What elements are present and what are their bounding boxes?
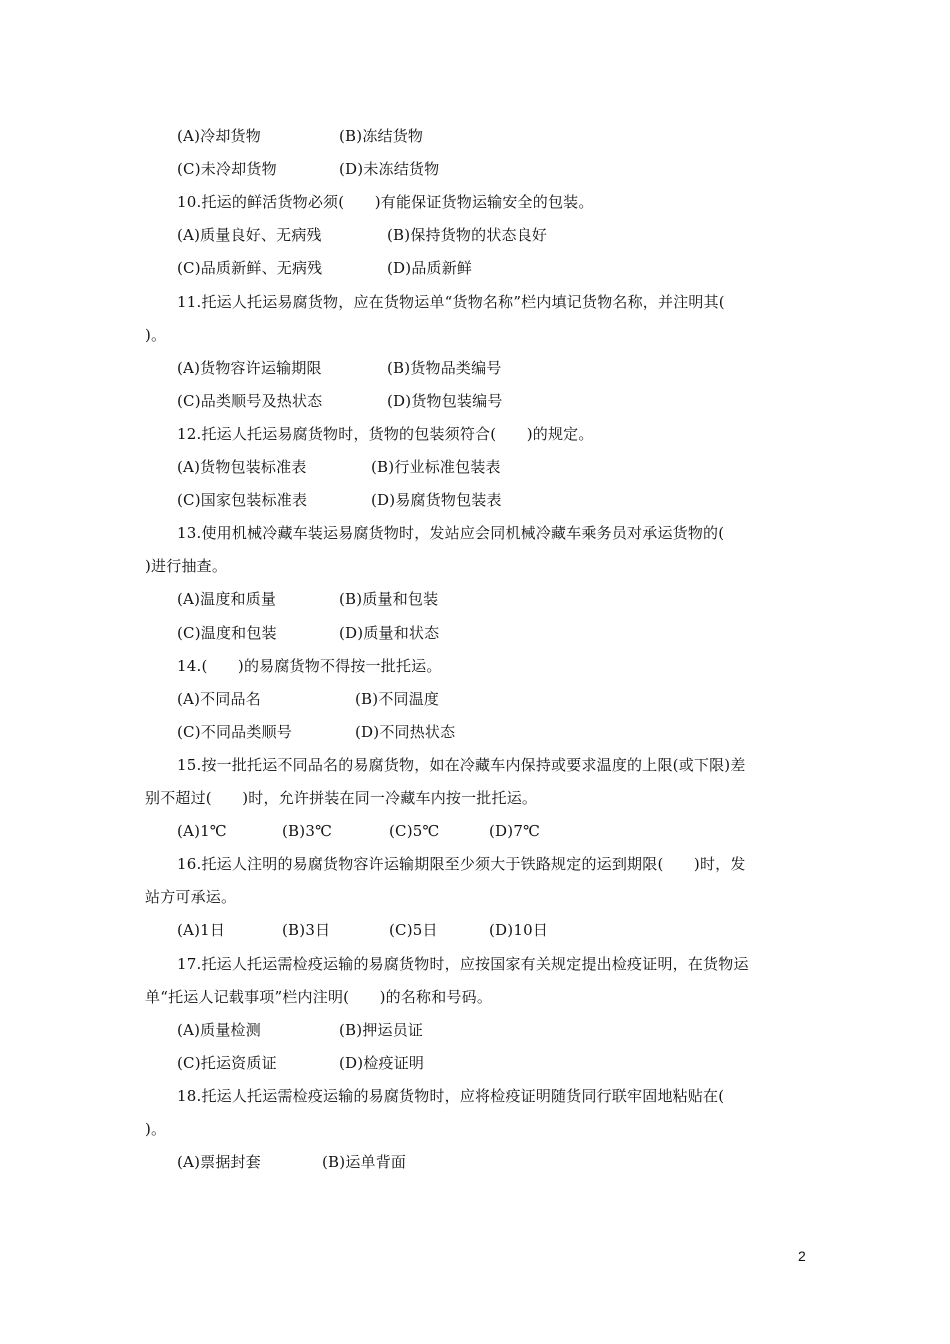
question-continuation: 单“托运人记载事项”栏内注明( )的名称和号码。 — [145, 988, 493, 1006]
option-b: (D)易腐货物包装表 — [371, 491, 502, 509]
question-stem: 12.托运人托运易腐货物时，货物的包装须符合( )的规定。 — [177, 425, 594, 443]
option-a: (A)质量检测 — [177, 1021, 261, 1039]
option-b: (B)运单背面 — [322, 1153, 407, 1171]
option-b: (B)质量和包装 — [339, 590, 439, 608]
option-b: (B)押运员证 — [339, 1021, 424, 1039]
question-continuation: )进行抽查。 — [145, 557, 228, 575]
option-a: (A)1℃ — [177, 822, 227, 840]
option-b: (D)不同热状态 — [355, 723, 456, 741]
option-b: (B)冻结货物 — [339, 127, 424, 145]
option-a: (A)质量良好、无病残 — [177, 226, 322, 244]
option-b: (B)3日 — [282, 921, 331, 939]
option-b: (B)保持货物的状态良好 — [387, 226, 548, 244]
option-a: (A)票据封套 — [177, 1153, 261, 1171]
option-b: (D)检疫证明 — [339, 1054, 425, 1072]
option-b: (B)货物品类编号 — [387, 359, 502, 377]
option-b: (B)不同温度 — [355, 690, 440, 708]
question-continuation: 别不超过( )时，允许拼装在同一冷藏车内按一批托运。 — [145, 789, 538, 807]
option-b: (D)品质新鲜 — [387, 259, 473, 277]
option-a: (A)货物包装标准表 — [177, 458, 307, 476]
question-stem: 16.托运人注明的易腐货物容许运输期限至少须大于铁路规定的运到期限( )时，发 — [177, 855, 746, 873]
option-b: (D)质量和状态 — [339, 624, 440, 642]
option-a: (C)未冷却货物 — [177, 160, 277, 178]
question-stem: 10.托运的鲜活货物必须( )有能保证货物运输安全的包装。 — [177, 193, 594, 211]
question-stem: 15.按一批托运不同品名的易腐货物，如在冷藏车内保持或要求温度的上限(或下限)差 — [177, 756, 746, 774]
option-d: (D)7℃ — [489, 822, 541, 840]
option-b: (B)3℃ — [282, 822, 333, 840]
option-b: (D)货物包装编号 — [387, 392, 503, 410]
question-stem: 14.( )的易腐货物不得按一批托运。 — [177, 657, 442, 675]
option-a: (C)温度和包装 — [177, 624, 277, 642]
page-number: 2 — [798, 1248, 806, 1264]
question-continuation: )。 — [145, 1120, 167, 1138]
option-a: (C)品类顺号及热状态 — [177, 392, 323, 410]
question-stem: 18.托运人托运需检疫运输的易腐货物时，应将检疫证明随货同行联牢固地粘贴在( — [177, 1087, 725, 1105]
question-stem: 11.托运人托运易腐货物，应在货物运单“货物名称”栏内填记货物名称，并注明其( — [177, 293, 725, 311]
question-continuation: 站方可承运。 — [145, 888, 237, 906]
option-a: (A)不同品名 — [177, 690, 261, 708]
option-d: (D)10日 — [489, 921, 549, 939]
option-a: (C)不同品类顺号 — [177, 723, 292, 741]
option-c: (C)5日 — [389, 921, 438, 939]
option-a: (A)冷却货物 — [177, 127, 261, 145]
question-stem: 17.托运人托运需检疫运输的易腐货物时，应按国家有关规定提出检疫证明，在货物运 — [177, 955, 749, 973]
option-a: (A)1日 — [177, 921, 226, 939]
option-b: (D)未冻结货物 — [339, 160, 440, 178]
option-c: (C)5℃ — [389, 822, 440, 840]
option-a: (A)温度和质量 — [177, 590, 277, 608]
option-b: (B)行业标准包装表 — [371, 458, 501, 476]
question-stem: 13.使用机械冷藏车装运易腐货物时，发站应会同机械冷藏车乘务员对承运货物的( — [177, 524, 725, 542]
option-a: (C)国家包装标准表 — [177, 491, 308, 509]
question-continuation: )。 — [145, 326, 167, 344]
option-a: (C)托运资质证 — [177, 1054, 277, 1072]
option-a: (A)货物容许运输期限 — [177, 359, 322, 377]
option-a: (C)品质新鲜、无病残 — [177, 259, 323, 277]
